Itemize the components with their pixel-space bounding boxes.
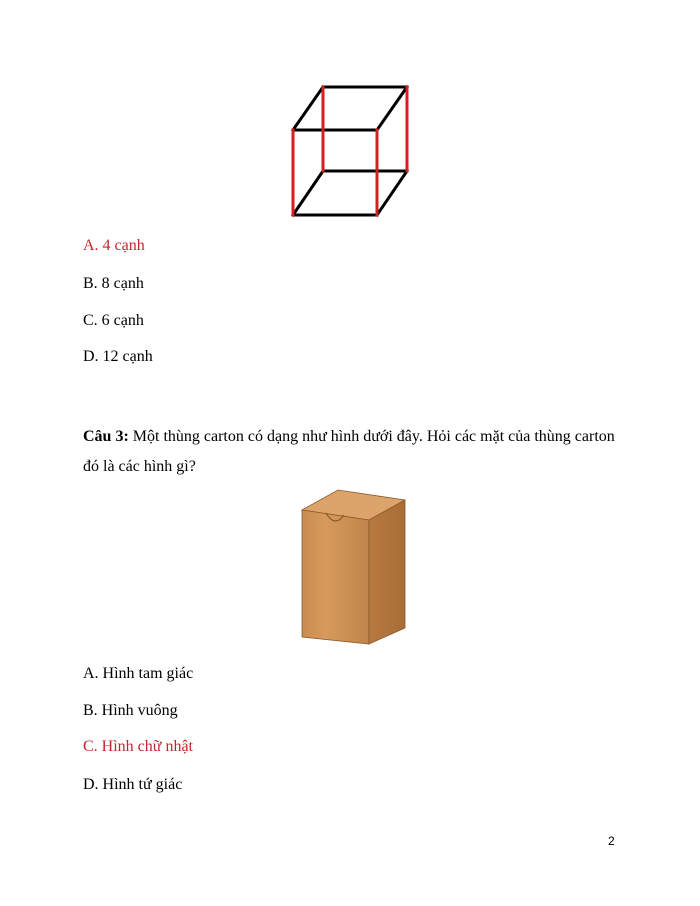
cube-edge (293, 87, 323, 130)
q2-option-b (83, 274, 144, 294)
q2-option-c-label: C. 6 cạnh (83, 312, 144, 329)
question-3-text: Một thùng carton có dạng như hình dưới đây. Hỏi các mặt của thùng carton đó là các hình gì? (83, 428, 615, 475)
question-3 (83, 422, 623, 482)
cube-figure (287, 82, 413, 222)
q2-option-a (83, 236, 145, 256)
q3-option-a (83, 664, 193, 684)
q2-option-c (83, 311, 144, 331)
q3-option-b (83, 701, 178, 721)
q3-option-c (83, 737, 193, 757)
cube-edge (377, 171, 407, 215)
page-number: 2 (608, 834, 615, 848)
q2-option-b-label: B. 8 cạnh (83, 275, 144, 292)
carton-box-figure (298, 488, 410, 646)
q3-option-d (83, 775, 182, 795)
q2-option-d-label: D. 12 cạnh (83, 348, 153, 365)
cube-edge (377, 87, 407, 130)
q3-option-c-label: C. Hình chữ nhật (83, 738, 193, 755)
q3-option-a-label: A. Hình tam giác (83, 665, 194, 682)
box-front-face (302, 510, 369, 644)
q2-option-a-label: A. 4 cạnh (83, 237, 145, 254)
q2-option-d (83, 347, 153, 367)
box-side-face (369, 500, 405, 644)
question-3-number: Câu 3: (83, 428, 129, 445)
q3-option-d-label: D. Hình tứ giác (83, 776, 183, 793)
cube-edge (293, 171, 323, 215)
q3-option-b-label: B. Hình vuông (83, 702, 178, 719)
